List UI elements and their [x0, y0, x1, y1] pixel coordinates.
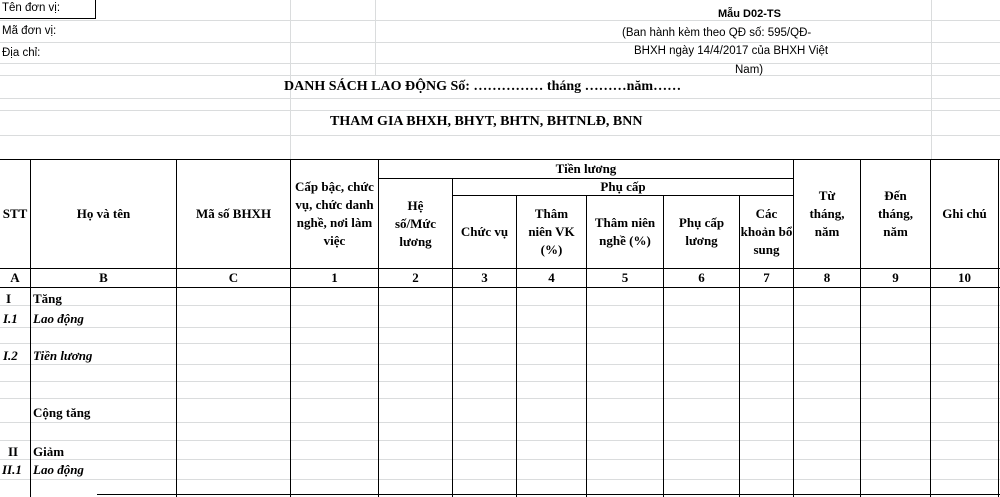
unit-code-label: Mã đơn vị:: [2, 25, 57, 37]
row-label: Cộng tăng: [33, 405, 91, 420]
form-code: Mẫu D02-TS: [718, 8, 781, 20]
row-label: Lao động: [33, 311, 84, 326]
issued-line-1: (Ban hành kèm theo QĐ số: 595/QĐ-: [622, 27, 812, 39]
header-seniority-vk: Thâm niên VK (%): [528, 206, 575, 257]
header-to: Đến tháng, năm: [877, 188, 914, 239]
header-other-supplements: Các khoản bổ sung: [740, 206, 793, 257]
column-code: 10: [958, 270, 971, 285]
row-stt: II: [8, 444, 19, 459]
column-code: 1: [331, 270, 338, 285]
row-label: Giảm: [33, 444, 65, 459]
header-seniority-job: Thâm niên nghề (%): [594, 215, 656, 248]
header-position: Cấp bậc, chức vụ, chức danh nghề, nơi làm việc: [295, 179, 374, 248]
column-code: 8: [823, 270, 831, 285]
column-code: 2: [412, 270, 419, 285]
header-name: Họ và tên: [76, 206, 131, 221]
row-label: Tiền lương: [33, 348, 93, 363]
column-code: A: [10, 270, 20, 285]
header-position-allowance: Chức vụ: [460, 224, 509, 239]
row-label: Tăng: [33, 291, 62, 306]
header-coef: Hệ số/Mức lương: [394, 197, 436, 249]
row-stt: II.1: [2, 462, 22, 477]
column-code: 7: [763, 270, 770, 285]
column-code: 5: [621, 270, 629, 285]
issued-line-2: BHXH ngày 14/4/2017 của BHXH Việt: [634, 45, 829, 57]
address-label: Địa chỉ:: [2, 47, 41, 59]
column-code: 3: [481, 270, 488, 285]
row-label: Lao động: [33, 462, 84, 477]
header-stt: STT: [2, 206, 28, 221]
column-code: 9: [892, 270, 899, 285]
unit-name-label: Tên đơn vị:: [2, 2, 61, 14]
column-code: C: [228, 270, 239, 285]
header-ssn: Mã số BHXH: [195, 206, 272, 221]
header-from: Từ tháng, năm: [809, 188, 845, 239]
header-allowance-group: Phụ cấp: [600, 179, 646, 194]
header-salary-group: Tiền lương: [555, 161, 617, 176]
header-notes: Ghi chú: [942, 206, 987, 221]
row-stt: I.1: [3, 311, 18, 326]
list-title: DANH SÁCH LAO ĐỘNG Số: …………… tháng ………năm……: [284, 79, 682, 94]
issued-line-3: Nam): [735, 64, 764, 76]
column-code: 4: [548, 270, 555, 285]
list-subtitle: THAM GIA BHXH, BHYT, BHTN, BHTNLĐ, BNN: [330, 114, 643, 129]
header-allowance-salary: Phụ cấp lương: [678, 215, 725, 248]
row-stt: I.2: [3, 348, 18, 363]
column-code: B: [99, 270, 108, 285]
column-code: 6: [698, 270, 705, 285]
row-stt: I: [6, 291, 12, 306]
